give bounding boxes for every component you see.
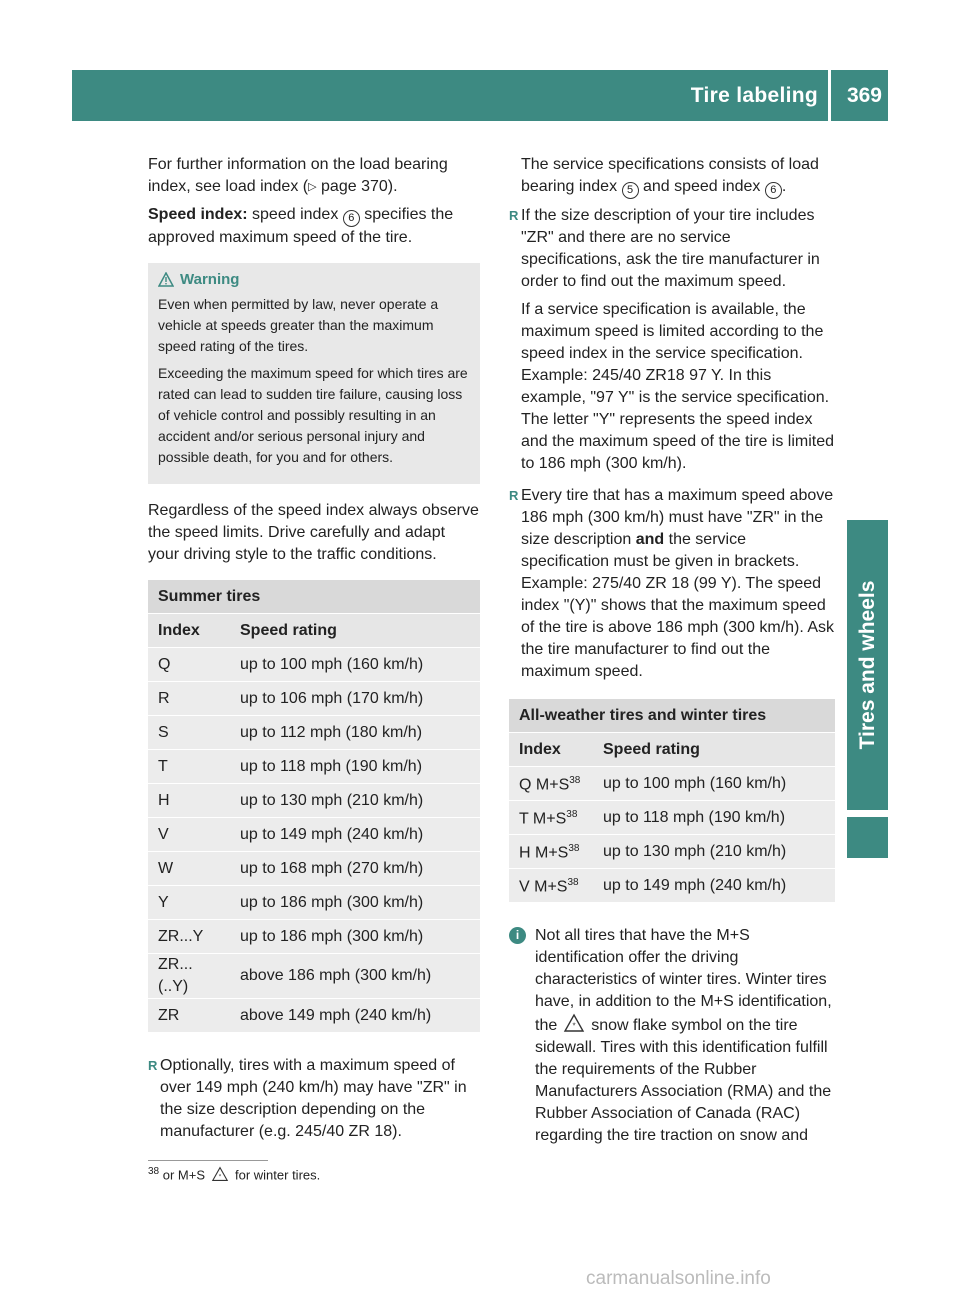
watermark: carmanualsonline.info: [586, 1268, 771, 1289]
table-row: T $M+S^{38}$ up to 118 mph (190 km/h): [509, 801, 835, 835]
footnote: $^{38}$ or M+S * for winter tires.: [148, 1166, 321, 1183]
bullet-marker-icon: R: [509, 208, 519, 223]
table-row: Y up to 186 mph (300 km/h): [148, 886, 480, 920]
bullet-above-186: R Every tire that has a maximum speed above 186 mph (300 km/h) must have "ZR" in the size description and the service specification must be given in brackets. Example: 275/40 ZR 18 (99 Y). The speed index "(Y)" shows that the maximum speed of the tire is above 186 mph (300 km/h). Ask the tire manufacturer to find out the maximum speed.: [509, 485, 835, 683]
info-icon: i: [509, 927, 526, 944]
page-ref-link[interactable]: page 370).: [321, 178, 398, 195]
footnote-rule: [148, 1160, 268, 1161]
bullet-zr-optional: R Optionally, tires with a maximum speed of over 149 mph (240 km/h) may have "ZR" in the size description depending on the manufacturer (e.g. 245/40 ZR 18).: [148, 1055, 480, 1143]
table-row: Q up to 100 mph (160 km/h): [148, 648, 480, 682]
page-number: 369: [846, 84, 882, 107]
column-header-speed: Speed rating: [593, 733, 835, 767]
table-row: Q $M+S^{38}$ up to 100 mph (160 km/h): [509, 767, 835, 801]
snowflake-mountain-icon: [563, 1013, 585, 1033]
table-caption: All-weather tires and winter tires: [509, 699, 835, 733]
load-index-paragraph: For further information on the load bearing index, see load index (▷ page 370).: [148, 154, 480, 198]
warning-triangle-icon: [158, 272, 174, 287]
chapter-tab-marker: [847, 817, 888, 858]
warning-text-1: Even when permitted by law, never operate a vehicle at speeds greater than the maximum speed rating of the tires.: [158, 296, 439, 354]
table-row: ZR...(..Y) above 186 mph (300 km/h): [148, 954, 480, 999]
column-header-index: Index: [148, 614, 230, 648]
table-row: W up to 168 mph (270 km/h): [148, 852, 480, 886]
table-row: H up to 130 mph (210 km/h): [148, 784, 480, 818]
bullet-zr-no-service: R If the size description of your tire includes "ZR" and there are no service specifications, ask the tire manufacturer in order to find out the maximum speed. If a service specification is available, the maximum speed is limited according to the speed index in the service specification. Example: 245/40 ZR18 97 Y. In this example, "97 Y" is the service specification. The letter "Y" represents the speed index and the maximum speed of the tire is limited to 186 mph (300 km/h).: [509, 205, 835, 481]
table-row: H $M+S^{38}$ up to 130 mph (210 km/h): [509, 835, 835, 869]
winter-tires-table: [509, 699, 835, 903]
speed-limits-paragraph: Regardless of the speed index always observe the speed limits. Drive carefully and adapt your driving style to the traffic conditions.: [148, 502, 479, 563]
column-header-speed: Speed rating: [230, 614, 480, 648]
chapter-tab-label: Tires and wheels: [855, 580, 879, 750]
table-row: R up to 106 mph (170 km/h): [148, 682, 480, 716]
info-note: i Not all tires that have the M+S identification offer the driving characteristics of winter tires. Winter tires have, in addition to the M+S identification, the * snow flake symbol on the tire sidewall. Tires with this identification fulfill the requirements of the Rubber Manufacturers Association (RMA) and the Rubber Association of Canada (RAC) regarding the tire traction on snow and: [509, 925, 835, 1147]
marker-6-icon: 6: [765, 182, 782, 199]
marker-5-icon: 5: [622, 182, 639, 199]
table-row: V up to 149 mph (240 km/h): [148, 818, 480, 852]
warning-box: [148, 263, 480, 484]
table-row: S up to 112 mph (180 km/h): [148, 716, 480, 750]
snowflake-mountain-icon: [211, 1166, 229, 1182]
warning-text-2: Exceeding the maximum speed for which tires are rated can lead to sudden tire failure, causing loss of vehicle control and possibly resulting in an accident and/or serious personal injury and possible death, for you and for others.: [158, 365, 468, 465]
chapter-tab: [847, 520, 888, 810]
svg-text:*: *: [572, 1021, 576, 1031]
summer-tires-table: [148, 580, 480, 1033]
svg-text:*: *: [218, 1173, 222, 1181]
column-header-index: Index: [509, 733, 593, 767]
table-caption: Summer tires: [148, 580, 480, 614]
speed-index-paragraph: Speed index: speed index 6 specifies the approved maximum speed of the tire.: [148, 206, 454, 246]
bullet-marker-icon: R: [509, 488, 519, 503]
header-separator: [828, 70, 831, 121]
right-column: [509, 154, 835, 1147]
left-column: [148, 154, 480, 1147]
bullet-marker-icon: R: [148, 1058, 158, 1073]
service-spec-paragraph: The service specifications consists of load bearing index 5 and speed index 6 .: [509, 154, 835, 199]
table-row: ZR...Y up to 186 mph (300 km/h): [148, 920, 480, 954]
marker-6-icon: 6: [343, 210, 360, 227]
page-ref-arrow-icon: ▷: [308, 181, 317, 193]
section-title: Tire labeling: [690, 84, 818, 107]
table-row: V $M+S^{38}$ up to 149 mph (240 km/h): [509, 869, 835, 903]
warning-title: Warning: [158, 269, 472, 290]
table-row: ZR above 149 mph (240 km/h): [148, 999, 480, 1033]
table-row: T up to 118 mph (190 km/h): [148, 750, 480, 784]
header-bar: [72, 70, 888, 121]
